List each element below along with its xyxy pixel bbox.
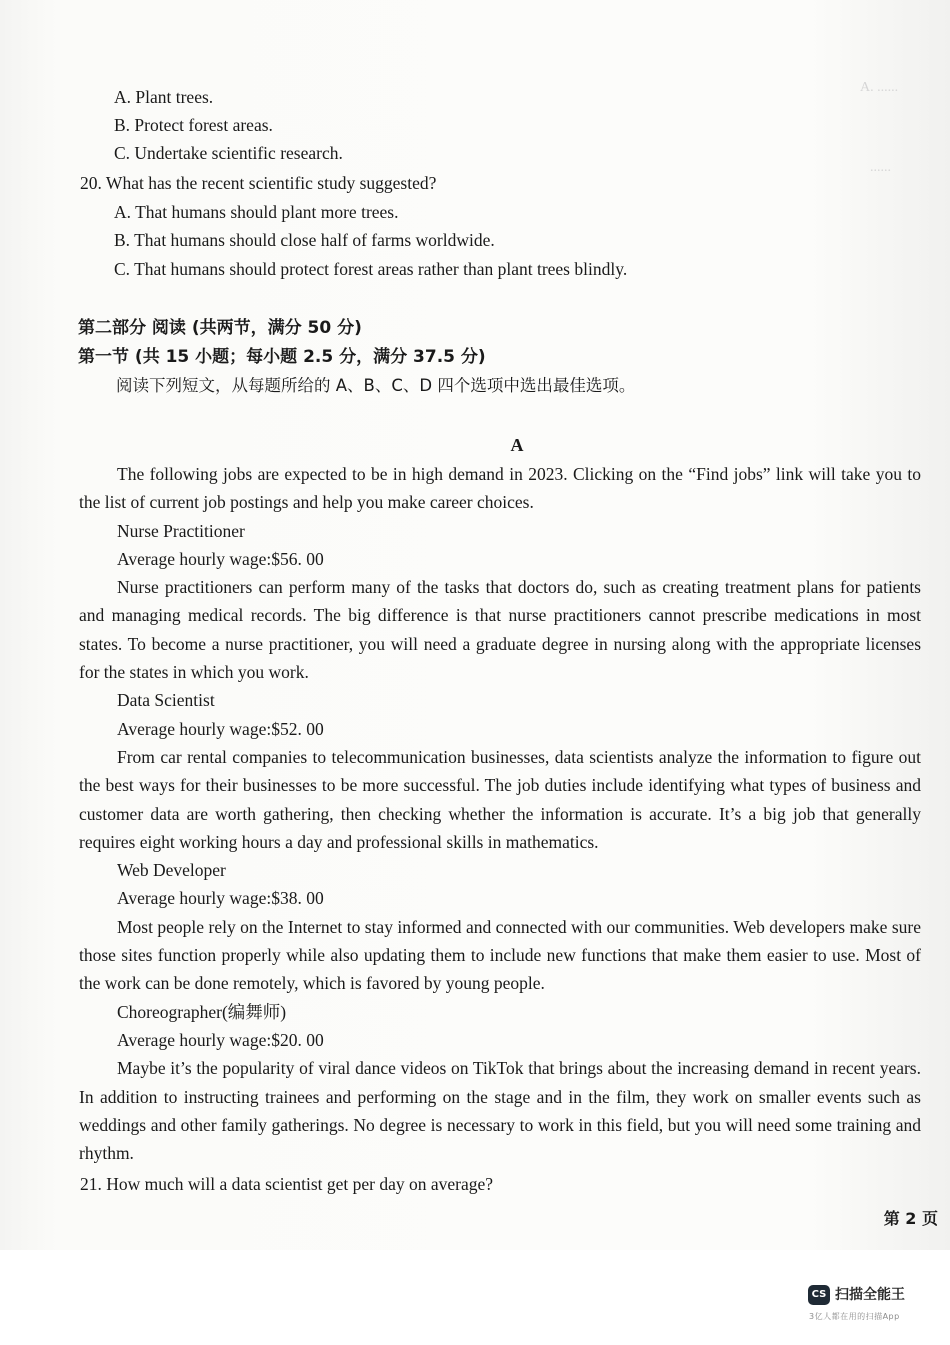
job-description: Maybe it’s the popularity of viral dance videos on TikTok that brings about the increasing demand in recent years. In addition to instructing trainees and performing on the stage and in the film, they work on smaller events such as weddings and other family gatherings. No degree is necessary to work in this field, but you will need some training and rhythm. xyxy=(79,1058,921,1164)
q19-option-b: B. Protect forest areas. xyxy=(114,115,273,135)
q20-option-b: B. That humans should close half of farms worldwide. xyxy=(114,230,495,250)
job-wage: Average hourly wage:$38. 00 xyxy=(117,888,324,909)
page-number: 第 2 页 xyxy=(883,1209,938,1228)
camscanner-logo-icon: CS xyxy=(808,1285,830,1305)
passage-label: A xyxy=(510,435,524,455)
job-description: From car rental companies to telecommunication businesses, data scientists analyze the information to figure out the best ways for their businesses to be more successful. The job duties include identifying what types of business and customer data are worth gathering, then checking whether the information is accurate. It’s a big job that generally requires eight working hours a day and professional skills in mathematics. xyxy=(79,746,921,852)
watermark-app-name: 扫描全能王 xyxy=(835,1287,905,1303)
job-wage: Average hourly wage:$56. 00 xyxy=(117,548,324,569)
q20-question: 20. What has the recent scientific study suggested? xyxy=(80,173,437,193)
part2-title: 第二部分 阅读 (共两节，满分 50 分) xyxy=(78,318,362,338)
section-instruction: 阅读下列短文，从每题所给的 A、B、C、D 四个选项中选出最佳选项。 xyxy=(116,376,636,395)
job-title: Web Developer xyxy=(117,860,226,881)
q19-option-a: A. Plant trees. xyxy=(114,87,214,107)
job-description: Nurse practitioners can perform many of the tasks that doctors do, such as creating treatment plans for patients and managing medical records. The big difference is that nurse practitioners cannot prescribe medications in most states. To become a nurse practitioner, you will need a graduate degree in nursing along with the appropriate licenses for the states in which you work. xyxy=(79,577,921,683)
job-wage: Average hourly wage:$52. 00 xyxy=(117,718,324,739)
scanner-watermark xyxy=(808,1285,938,1329)
job-title: Choreographer(编舞师) xyxy=(117,1001,287,1022)
bleed-through-text: ...... xyxy=(870,160,891,175)
q19-option-c: C. Undertake scientific research. xyxy=(114,143,343,163)
watermark-tagline: 3亿人都在用的扫描App xyxy=(809,1312,900,1321)
passage-body xyxy=(79,460,921,1167)
section1-title: 第一节 (共 15 小题；每小题 2.5 分，满分 37.5 分) xyxy=(78,347,486,367)
job-title: Data Scientist xyxy=(117,690,215,711)
passage-intro: The following jobs are expected to be in high demand in 2023. Clicking on the “Find jobs” link will take you to the list of current job postings and help you make career choices. xyxy=(79,464,921,513)
job-title: Nurse Practitioner xyxy=(117,520,245,541)
bleed-through-text: A. ...... xyxy=(860,80,899,95)
q20-option-c: C. That humans should protect forest areas rather than plant trees blindly. xyxy=(114,259,628,279)
job-wage: Average hourly wage:$20. 00 xyxy=(117,1029,324,1050)
q20-option-a: A. That humans should plant more trees. xyxy=(114,202,399,222)
job-description: Most people rely on the Internet to stay informed and connected with our communities. Web developers make sure those sites function properly while also updating them to include new functions that make them easier to use. Most of the work can be done remotely, which is favored by young people. xyxy=(79,916,921,994)
q21-question: 21. How much will a data scientist get per day on average? xyxy=(80,1174,494,1194)
